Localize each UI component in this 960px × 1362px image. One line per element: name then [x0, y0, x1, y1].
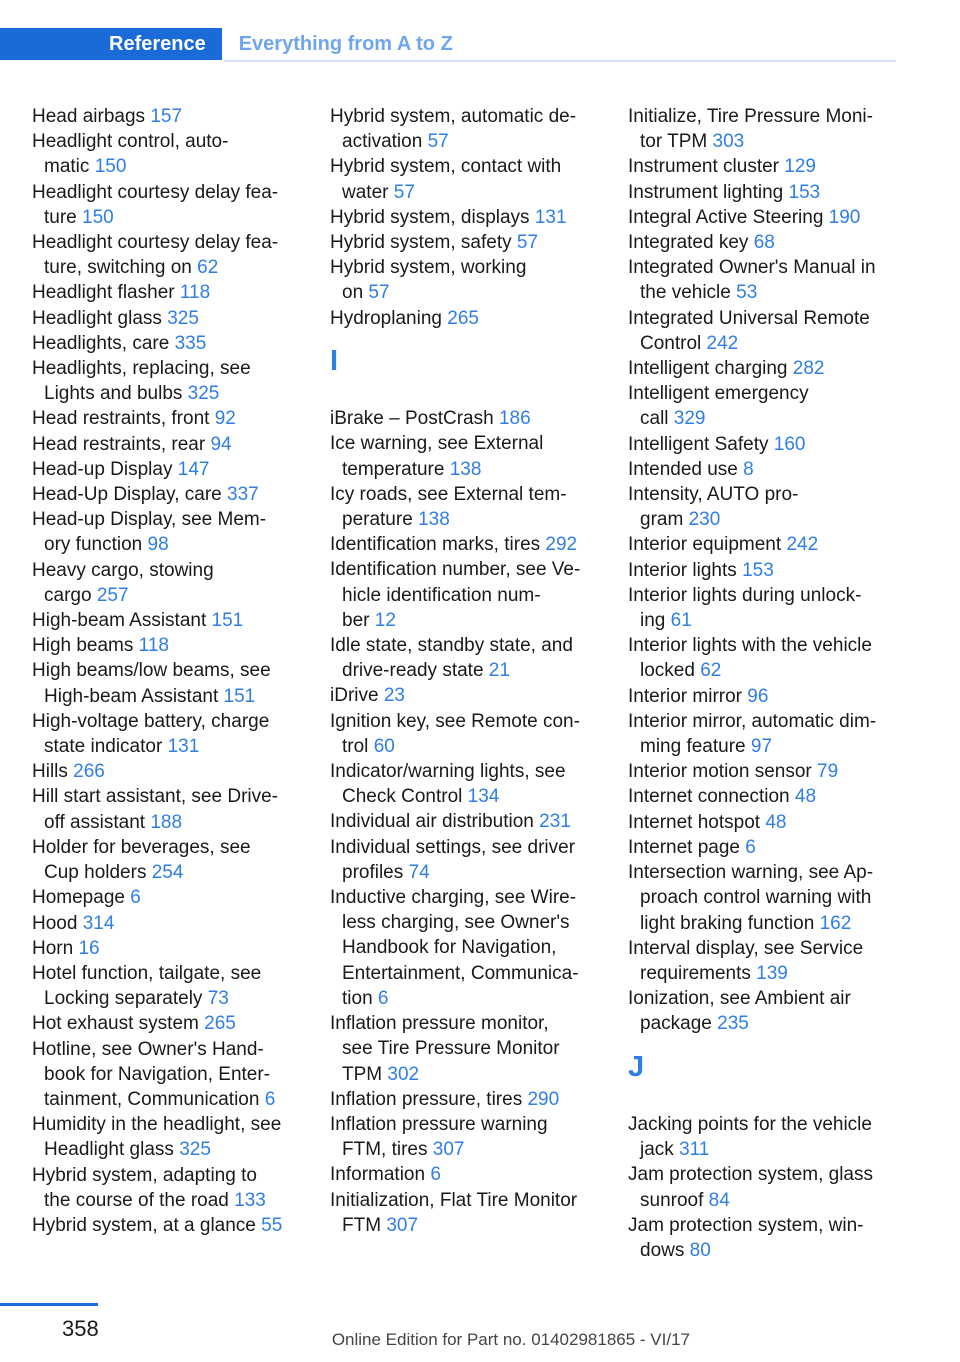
page-reference-link[interactable]: 242	[786, 534, 819, 556]
page-reference-link[interactable]: 129	[784, 156, 816, 178]
index-entry-text: Ignition key, see Remote con- trol	[330, 710, 580, 757]
index-entry-text: Individual air distribution	[330, 811, 534, 833]
index-entry	[330, 230, 630, 255]
page-reference-link[interactable]: 311	[679, 1139, 710, 1161]
index-entry	[330, 255, 630, 305]
index-entry	[330, 306, 630, 331]
page-reference-link[interactable]: 302	[387, 1063, 420, 1085]
index-entry	[32, 1112, 332, 1162]
index-entry-text: Head restraints, front	[32, 408, 210, 430]
index-entry	[32, 104, 332, 129]
index-entry	[628, 759, 928, 784]
page-reference-link[interactable]: 265	[204, 1013, 236, 1035]
index-entry	[628, 986, 928, 1036]
page-reference-link[interactable]: 73	[207, 988, 229, 1010]
index-entry	[330, 683, 630, 708]
page-reference-link[interactable]: 21	[488, 660, 510, 682]
index-entry-text: Headlight courtesy delay fea- ture, switching on	[32, 232, 279, 279]
index-entry-text: Instrument lighting	[628, 181, 784, 203]
index-entry	[330, 406, 630, 431]
page-reference-link[interactable]: 150	[94, 156, 127, 178]
index-entry	[628, 1162, 928, 1212]
index-entry-text: Instrument cluster	[628, 156, 779, 178]
index-entry-text: Horn	[32, 937, 74, 959]
index-entry-text: High-beam Assistant	[32, 610, 207, 632]
page-reference-link[interactable]: 335	[174, 332, 207, 354]
page-reference-link[interactable]: 53	[736, 282, 758, 304]
index-entry-text: High-voltage battery, charge state indicator	[32, 710, 270, 758]
page-reference-link[interactable]: 325	[187, 383, 220, 405]
index-entry	[32, 784, 332, 834]
index-entry-text: Integral Active Steering	[628, 206, 824, 228]
index-entry-text: Hotline, see Owner's Hand- book for Navigation, Enter- tainment, Communication	[32, 1038, 271, 1110]
index-entry	[628, 532, 928, 557]
page-reference-link[interactable]: 16	[78, 937, 100, 959]
page-reference-link[interactable]: 57	[368, 282, 390, 304]
index-entry-text: Icy roads, see External tem- perature	[330, 483, 567, 531]
index-entry	[32, 911, 332, 936]
index-entry-text: Intelligent charging	[628, 358, 788, 380]
index-entry-text: Heavy cargo, stowing cargo	[32, 559, 214, 606]
index-entry	[330, 1011, 630, 1087]
page-reference-link[interactable]: 6	[130, 887, 141, 909]
index-entry-text: Interior lights during unlock- ing	[628, 584, 862, 632]
index-entry-text: Head-Up Display, care	[32, 484, 222, 506]
index-entry-text: Internet connection	[628, 786, 790, 808]
page-reference-link[interactable]: 94	[210, 433, 232, 455]
page-reference-link[interactable]: 57	[516, 232, 539, 254]
index-entry-text: Interior lights with the vehicle locked	[628, 635, 872, 682]
page-reference-link[interactable]: 292	[545, 534, 578, 556]
index-entry	[32, 759, 332, 784]
index-entry-text: Jacking points for the vehicle jack	[628, 1113, 872, 1161]
index-entry-text: Intelligent emergency call	[628, 383, 809, 430]
index-entry-text: Initialization, Flat Tire Monitor FTM	[330, 1189, 578, 1236]
index-entry	[32, 936, 332, 961]
index-entry-text: Intelligent Safety	[628, 433, 769, 455]
index-entry-text: Hood	[32, 912, 78, 934]
index-entry	[330, 1162, 630, 1187]
page-reference-link[interactable]: 188	[150, 811, 183, 833]
index-entry-text: Interior lights	[628, 559, 737, 581]
page-reference-link[interactable]: 79	[817, 761, 839, 783]
index-entry-text: High beams	[32, 635, 134, 657]
page-reference-link[interactable]: 150	[82, 206, 114, 228]
index-entry-text: Ice warning, see External temperature	[330, 433, 544, 480]
index-entry	[628, 835, 928, 860]
page-reference-link[interactable]: 282	[792, 358, 825, 380]
page-reference-link[interactable]: 74	[408, 861, 430, 883]
index-entry-text: Inductive charging, see Wire- less charging, see Owner's Handbook for Navigation, Entertainment, Communica- tion	[330, 887, 579, 1009]
index-entry	[628, 784, 928, 809]
header-rule	[224, 60, 896, 62]
index-column-3	[628, 104, 928, 1263]
index-entry	[32, 608, 332, 633]
index-entry	[628, 860, 928, 936]
index-entry	[330, 431, 630, 481]
index-entry	[32, 1163, 332, 1213]
index-entry-text: High beams/low beams, see High-beam Assistant	[32, 660, 271, 707]
index-column-2	[330, 104, 630, 1238]
index-entry-text: Jam protection system, glass sunroof	[628, 1164, 873, 1211]
page-reference-link[interactable]: 118	[179, 282, 211, 304]
index-entry	[32, 507, 332, 557]
index-entry-text: Head restraints, rear	[32, 433, 206, 455]
index-entry	[32, 633, 332, 658]
page-reference-link[interactable]: 138	[449, 458, 482, 480]
index-entry	[32, 306, 332, 331]
index-entry-text: Hybrid system, working on	[330, 257, 527, 304]
index-entry	[628, 306, 928, 356]
index-entry	[330, 759, 630, 809]
index-entry-text: Hills	[32, 761, 68, 783]
index-entry	[330, 1087, 630, 1112]
page-reference-link[interactable]: 153	[788, 181, 821, 203]
index-entry	[32, 885, 332, 910]
index-entry	[330, 1188, 630, 1238]
index-entry	[628, 432, 928, 457]
index-entry-text: Intensity, AUTO pro- gram	[628, 484, 799, 531]
page-reference-link[interactable]: 265	[447, 307, 479, 329]
index-entry	[32, 180, 332, 230]
page-reference-link[interactable]: 55	[261, 1214, 283, 1236]
index-entry-text: Head-up Display	[32, 458, 173, 480]
page-reference-link[interactable]: 61	[670, 610, 692, 632]
index-entry	[32, 331, 332, 356]
page-reference-link[interactable]: 133	[234, 1189, 266, 1211]
page-reference-link[interactable]: 337	[227, 484, 259, 506]
index-entry-text: Headlights, care	[32, 332, 170, 354]
index-entry	[628, 356, 928, 381]
index-entry-text: Inflation pressure, tires	[330, 1088, 523, 1110]
index-entry	[32, 961, 332, 1011]
page-reference-link[interactable]: 162	[819, 912, 852, 934]
page-reference-link[interactable]: 329	[673, 408, 706, 430]
index-entry-text: Hybrid system, automatic de- activation	[330, 106, 577, 153]
page-reference-link[interactable]: 303	[712, 131, 745, 153]
page-reference-link[interactable]: 186	[498, 408, 531, 430]
page-reference-link[interactable]: 6	[377, 987, 389, 1009]
page-reference-link[interactable]: 48	[794, 786, 817, 808]
index-entry-text: Inflation pressure warning FTM, tires	[330, 1113, 548, 1161]
page-reference-link[interactable]: 48	[765, 811, 787, 833]
index-entry-text: Headlight flasher	[32, 282, 175, 304]
edition-note: Online Edition for Part no. 01402981865 - VI/17	[331, 1330, 690, 1349]
index-entry-text: Interior mirror	[628, 685, 743, 707]
page-reference-link[interactable]: 235	[717, 1013, 749, 1035]
index-entry-text: Inflation pressure monitor, see Tire Pressure Monitor TPM	[330, 1013, 560, 1085]
index-entry	[628, 1213, 928, 1263]
page-reference-link[interactable]: 138	[418, 509, 450, 531]
index-entry	[32, 432, 332, 457]
page-reference-link[interactable]: 23	[383, 685, 405, 707]
chapter-title[interactable]: Everything from A to Z	[238, 33, 453, 55]
index-letter-heading: I	[330, 344, 339, 377]
index-entry-text: Hydroplaning	[330, 307, 442, 329]
page-reference-link[interactable]: 96	[747, 685, 769, 707]
index-entry-text: Initialize, Tire Pressure Moni- tor TPM	[628, 106, 873, 153]
index-entry	[32, 558, 332, 608]
section-tab[interactable]: Reference	[0, 28, 222, 60]
page-reference-link[interactable]: 151	[223, 685, 256, 707]
index-entry-text: Headlight courtesy delay fea- ture	[32, 181, 279, 228]
index-entry-text: Hybrid system, adapting to the course of the road	[32, 1164, 257, 1211]
page-reference-link[interactable]: 314	[82, 912, 115, 934]
index-entry-text: Hybrid system, safety	[330, 232, 512, 254]
page-reference-link[interactable]: 151	[211, 610, 244, 632]
page-reference-link[interactable]: 231	[539, 811, 571, 833]
index-entry	[628, 104, 928, 154]
index-entry-text: Internet page	[628, 836, 740, 858]
index-entry	[628, 684, 928, 709]
index-entry	[32, 482, 332, 507]
index-entry	[32, 658, 332, 708]
index-entry	[330, 557, 630, 633]
page-reference-link[interactable]: 153	[742, 559, 774, 581]
index-entry	[330, 1112, 630, 1162]
index-entry	[628, 457, 928, 482]
index-entry-text: Homepage	[32, 887, 125, 909]
index-entry-text: Headlights, replacing, see Lights and bulbs	[32, 358, 251, 405]
index-entry	[32, 406, 332, 431]
page-reference-link[interactable]: 266	[73, 761, 105, 783]
page-reference-link[interactable]: 139	[756, 962, 788, 984]
index-entry	[330, 835, 630, 885]
page-reference-link[interactable]: 254	[151, 862, 184, 884]
page-reference-link[interactable]: 131	[534, 206, 567, 228]
index-entry-text: Identification number, see Ve- hicle identification num- ber	[330, 559, 581, 631]
page-reference-link[interactable]: 12	[374, 609, 396, 631]
index-entry-text: Hybrid system, displays	[330, 206, 530, 228]
page-reference-link[interactable]: 160	[773, 433, 806, 455]
page-reference-link[interactable]: 6	[745, 836, 756, 858]
index-entry-text: Hot exhaust system	[32, 1013, 199, 1035]
page-reference-link[interactable]: 92	[214, 408, 236, 430]
index-entry-text: Interior mirror, automatic dim- ming feature	[628, 710, 877, 758]
index-entry	[628, 255, 928, 305]
index-entry	[330, 633, 630, 683]
index-entry-text: Information	[330, 1164, 426, 1186]
index-entry	[32, 1011, 332, 1036]
index-entry-text: Head airbags	[32, 106, 146, 127]
index-entry	[330, 104, 630, 154]
index-entry-text: Jam protection system, win- dows	[628, 1214, 864, 1261]
index-entry-text: Intended use	[628, 458, 738, 480]
page-reference-link[interactable]: 80	[689, 1239, 711, 1261]
index-entry-text: Hybrid system, at a glance	[32, 1214, 256, 1236]
index-entry-text: Interior equipment	[628, 534, 782, 556]
page-reference-link[interactable]: 68	[753, 232, 775, 254]
page-reference-link[interactable]: 98	[147, 534, 169, 556]
page-reference-link[interactable]: 325	[167, 307, 199, 329]
index-entry	[628, 583, 928, 633]
index-column-1	[32, 104, 332, 1238]
index-entry	[628, 1112, 928, 1162]
index-entry-text: Idle state, standby state, and drive-ready state	[330, 635, 573, 682]
index-entry	[330, 709, 630, 759]
page-reference-link[interactable]: 325	[179, 1139, 211, 1161]
page-reference-link[interactable]: 6	[430, 1164, 441, 1186]
index-entry-text: Indicator/warning lights, see Check Control	[330, 761, 566, 808]
page-reference-link[interactable]: 57	[427, 131, 449, 153]
index-entry	[628, 482, 928, 532]
page-reference-link[interactable]: 190	[828, 206, 861, 228]
footer-rule	[0, 1303, 98, 1306]
index-entry	[628, 180, 928, 205]
page-reference-link[interactable]: 8	[743, 458, 754, 480]
page-reference-link[interactable]: 131	[167, 736, 200, 758]
index-entry	[628, 936, 928, 986]
index-entry	[32, 835, 332, 885]
index-entry-text: Interval display, see Service requirements	[628, 937, 864, 984]
index-entry	[330, 885, 630, 1011]
page-reference-link[interactable]: 60	[373, 735, 395, 757]
index-entry	[628, 558, 928, 583]
index-entry	[330, 154, 630, 204]
index-entry	[32, 356, 332, 406]
index-entry	[628, 633, 928, 683]
index-entry	[32, 1037, 332, 1113]
index-entry-text: Internet hotspot	[628, 811, 761, 833]
page-reference-link[interactable]: 290	[527, 1088, 560, 1110]
page-reference-link[interactable]: 6	[264, 1088, 276, 1110]
index-entry-text: iBrake – PostCrash	[330, 408, 494, 430]
index-entry	[628, 154, 928, 179]
page-reference-link[interactable]: 242	[706, 332, 739, 354]
index-entry	[330, 482, 630, 532]
page-reference-link[interactable]: 97	[750, 736, 773, 758]
index-entry-text: Holder for beverages, see Cup holders	[32, 836, 251, 884]
page-reference-link[interactable]: 147	[177, 458, 210, 480]
index-entry	[330, 532, 630, 557]
running-header	[0, 28, 453, 60]
index-entry-text: Intersection warning, see Ap- proach control warning with light braking function	[628, 862, 874, 934]
index-entry-text: Identification marks, tires	[330, 534, 541, 556]
index-entry	[628, 810, 928, 835]
index-entry-text: Interior motion sensor	[628, 761, 812, 783]
index-entry-text: Hybrid system, contact with water	[330, 156, 562, 203]
page-reference-link[interactable]: 230	[688, 509, 721, 531]
index-entry-text: Hill start assistant, see Drive- off assistant	[32, 786, 279, 833]
index-entry	[330, 205, 630, 230]
index-entry	[628, 381, 928, 431]
index-entry-text: Integrated Universal Remote Control	[628, 307, 870, 354]
index-entry	[628, 709, 928, 759]
index-letter-heading: J	[628, 1050, 645, 1083]
page-reference-link[interactable]: 62	[700, 660, 722, 682]
page-reference-link[interactable]: 134	[467, 786, 500, 808]
index-entry	[628, 205, 928, 230]
index-entry-text: Hotel function, tailgate, see Locking separately	[32, 962, 262, 1010]
index-entry	[32, 280, 332, 305]
index-entry	[628, 230, 928, 255]
index-entry-text: Ionization, see Ambient air package	[628, 988, 851, 1035]
index-entry	[330, 809, 630, 834]
page-reference-link[interactable]: 84	[708, 1189, 730, 1211]
page-reference-link[interactable]: 118	[138, 635, 169, 657]
index-entry	[32, 129, 332, 179]
index-entry-text: Head-up Display, see Mem- ory function	[32, 509, 267, 556]
index-entry	[32, 230, 332, 280]
page-reference-link[interactable]: 307	[386, 1214, 419, 1236]
index-entry-text: iDrive	[330, 685, 379, 707]
page-number: 358	[62, 1316, 99, 1341]
index-entry	[32, 1213, 332, 1238]
page-reference-link[interactable]: 307	[432, 1139, 465, 1161]
index-entry	[32, 457, 332, 482]
index-entry-text: Humidity in the headlight, see Headlight glass	[32, 1114, 282, 1161]
page-reference-link[interactable]: 57	[393, 181, 415, 203]
index-entry-text: Integrated Owner's Manual in the vehicle	[628, 257, 876, 304]
index-entry-text: Headlight control, auto- matic	[32, 131, 229, 178]
index-entry-text: Headlight glass	[32, 307, 162, 329]
page-reference-link[interactable]: 157	[150, 106, 183, 127]
index-entry	[32, 709, 332, 759]
index-entry-text: Individual settings, see driver profiles	[330, 836, 576, 883]
index-entry-text: Integrated key	[628, 232, 749, 254]
page-reference-link[interactable]: 62	[197, 257, 219, 279]
page-reference-link[interactable]: 257	[96, 584, 129, 606]
